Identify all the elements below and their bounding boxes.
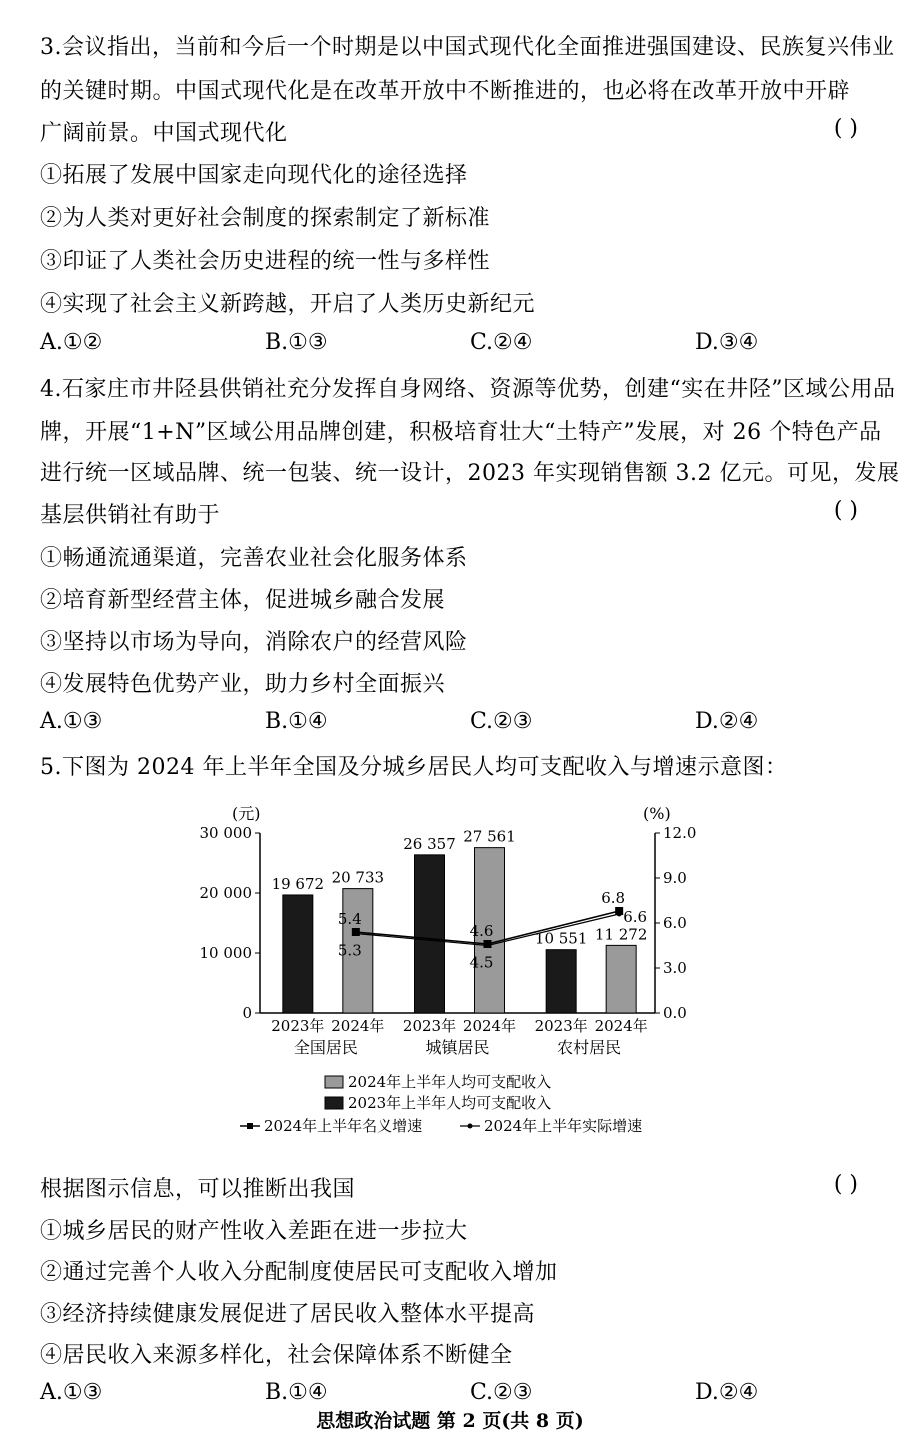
left-tick-label: 20 000 [199, 884, 252, 902]
x-tick-label: 2023年 [271, 1017, 325, 1035]
q3-item-3: ③印证了人类社会历史进程的统一性与多样性 [40, 249, 491, 274]
bar-value-label: 11 272 [594, 925, 648, 944]
right-tick-label: 3.0 [663, 959, 687, 977]
real-growth-point [353, 931, 358, 936]
nominal-growth-label: 6.8 [601, 889, 626, 907]
q3-option-c: C.②④ [470, 330, 533, 355]
q4-answer-bracket: ( ) [833, 498, 858, 523]
q3-stem-line3: 广阔前景。中国式现代化 [40, 121, 288, 146]
nominal-growth-label: 5.4 [337, 910, 362, 928]
q5-item-3: ③经济持续健康发展促进了居民收入整体水平提高 [40, 1302, 536, 1327]
group-label: 全国居民 [293, 1038, 358, 1057]
q5-answer-bracket: ( ) [833, 1172, 858, 1197]
q3-answer-bracket: ( ) [833, 116, 858, 141]
bar-2023年 [283, 895, 313, 1013]
left-axis-unit: (元) [232, 804, 261, 823]
bar-2023年 [546, 950, 576, 1013]
left-tick-label: 0 [242, 1004, 252, 1022]
x-tick-label: 2024年 [462, 1017, 517, 1035]
real-growth-point [617, 912, 622, 917]
real-growth-label: 6.6 [623, 908, 648, 926]
q4-stem-line4: 基层供销社有助于 [40, 503, 221, 528]
bar-value-label: 10 551 [534, 929, 588, 948]
bar-2024年 [606, 945, 636, 1013]
q5-item-1: ①城乡居民的财产性收入差距在进一步拉大 [40, 1219, 468, 1244]
real-growth-label: 5.3 [337, 941, 362, 960]
legend-label-2023: 2023年上半年人均可支配收入 [348, 1094, 552, 1112]
group-label: 城镇居民 [425, 1038, 490, 1057]
legend-label-2024: 2024年上半年人均可支配收入 [348, 1073, 552, 1091]
q3-stem-line2: 的关键时期。中国式现代化是在改革开放中不断推进的，也必将在改革开放中开辟 [40, 79, 851, 104]
x-tick-label: 2023年 [402, 1017, 457, 1035]
q4-item-3: ③坚持以市场为导向，消除农户的经营风险 [40, 630, 468, 655]
bar-value-label: 20 733 [331, 868, 385, 887]
x-tick-label: 2023年 [534, 1017, 588, 1035]
q5-stem-line1: 5.下图为 2024 年上半年全国及分城乡居民人均可支配收入与增速示意图： [40, 755, 788, 780]
q3-item-1: ①拓展了发展中国家走向现代化的途径选择 [40, 163, 468, 188]
q4-option-c: C.②③ [470, 709, 533, 734]
legend-swatch-2023 [325, 1097, 343, 1109]
x-tick-label: 2024年 [594, 1017, 648, 1035]
group-label: 农村居民 [557, 1038, 622, 1057]
right-tick-label: 9.0 [663, 869, 687, 887]
q3-option-a: A.①② [40, 330, 103, 355]
x-tick-label: 2024年 [331, 1017, 385, 1035]
q5-stem-line2: 根据图示信息，可以推断出我国 [40, 1177, 356, 1202]
q4-item-4: ④发展特色优势产业，助力乡村全面振兴 [40, 672, 446, 697]
right-tick-label: 6.0 [663, 914, 687, 932]
q3-option-b: B.①③ [265, 330, 328, 355]
q3-item-2: ②为人类对更好社会制度的探索制定了新标准 [40, 206, 491, 231]
legend-label-real: 2024年上半年实际增速 [484, 1117, 643, 1135]
q5-item-4: ④居民收入来源多样化，社会保障体系不断健全 [40, 1343, 513, 1368]
left-tick-label: 30 000 [199, 824, 252, 842]
q5-option-b: B.①④ [265, 1380, 328, 1405]
q4-stem-line3: 进行统一区域品牌、统一包装、统一设计，2023 年实现销售额 3.2 亿元。可见，发展 [40, 461, 900, 486]
bar-value-label: 27 561 [463, 827, 516, 846]
bar-value-label: 26 357 [403, 834, 456, 853]
income-chart [190, 788, 710, 1168]
q4-option-a: A.①③ [40, 709, 103, 734]
q5-option-c: C.②③ [470, 1380, 533, 1405]
bar-value-label: 19 672 [271, 874, 325, 893]
legend-swatch-2024 [325, 1076, 343, 1088]
left-tick-label: 10 000 [199, 944, 252, 962]
real-growth-point [485, 943, 490, 948]
q4-item-2: ②培育新型经营主体，促进城乡融合发展 [40, 588, 446, 613]
q4-option-b: B.①④ [265, 709, 328, 734]
q3-item-4: ④实现了社会主义新跨越，开启了人类历史新纪元 [40, 292, 536, 317]
legend-marker-real [468, 1124, 473, 1129]
right-tick-label: 0.0 [663, 1004, 687, 1022]
nominal-growth-label: 4.6 [469, 922, 494, 940]
right-axis-unit: (%) [643, 804, 671, 823]
q4-item-1: ①畅通流通渠道，完善农业社会化服务体系 [40, 546, 468, 571]
q5-item-2: ②通过完善个人收入分配制度使居民可支配收入增加 [40, 1260, 558, 1285]
bar-2023年 [415, 855, 445, 1013]
q4-stem-line2: 牌，开展“1+N”区域公用品牌创建，积极培育壮大“土特产”发展，对 26 个特色产品 [40, 420, 882, 445]
q3-option-d: D.③④ [695, 330, 759, 355]
page-footer: 思想政治试题 第 2 页(共 8 页) [316, 1410, 584, 1432]
real-growth-label: 4.5 [469, 953, 494, 972]
q4-stem-line1: 4.石家庄市井陉县供销社充分发挥自身网络、资源等优势，创建“实在井陉”区域公用品 [40, 377, 896, 402]
q4-option-d: D.②④ [695, 709, 759, 734]
q5-option-d: D.②④ [695, 1380, 759, 1405]
q5-option-a: A.①③ [40, 1380, 103, 1405]
right-tick-label: 12.0 [663, 824, 697, 842]
q3-stem-line1: 3.会议指出，当前和今后一个时期是以中国式现代化全面推进强国建设、民族复兴伟业 [40, 35, 895, 60]
legend-label-nominal: 2024年上半年名义增速 [264, 1117, 423, 1135]
legend-marker-nominal [247, 1123, 253, 1129]
